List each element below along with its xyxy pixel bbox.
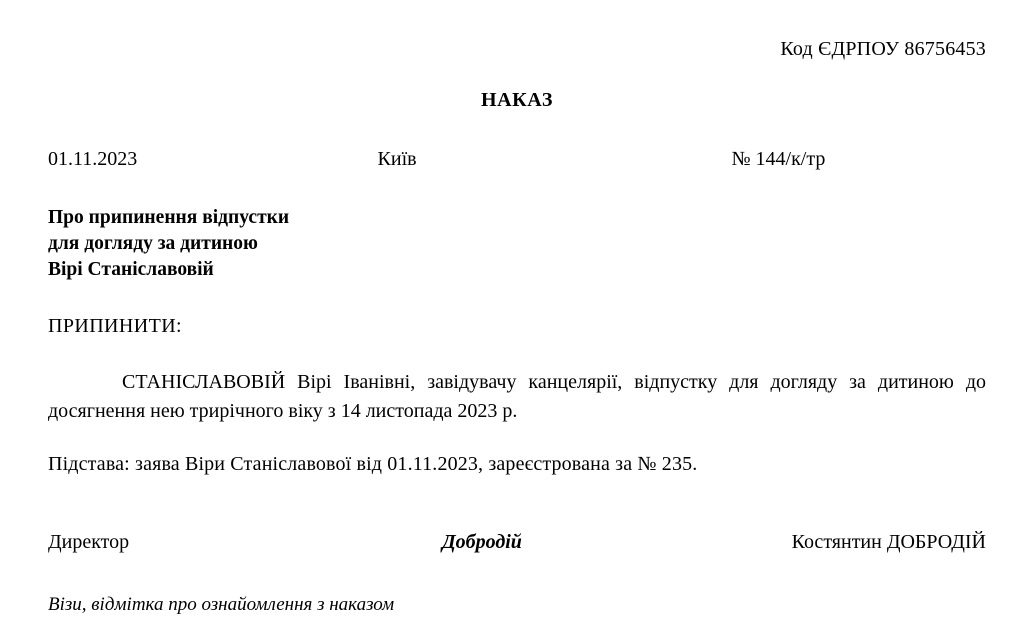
subject-line-1: Про припинення відпустки <box>48 207 290 228</box>
order-directive: ПРИПИНИТИ: <box>48 314 182 337</box>
signer-position: Директор <box>48 530 130 553</box>
signature-block <box>48 531 986 554</box>
document-number: № 144/к/тр <box>731 148 826 170</box>
order-basis-paragraph: Підстава: заява Віри Станіславової від 01.11.2023, зареєстрована за № 235. <box>48 452 698 475</box>
document-subject <box>48 205 986 283</box>
signer-name: Костянтин ДОБРОДІЙ <box>791 530 986 553</box>
subject-line-2: для догляду за дитиною <box>48 232 258 254</box>
order-body-paragraph: СТАНІСЛАВОВІЙ Вірі Іванівні, завідувачу канцелярії, відпустку для догляду за дитиною до досягнення нею трирічного віку з 14 листопада 2023 р. <box>48 370 986 422</box>
subject-line-3: Вірі Станіславовій <box>48 258 214 280</box>
document-title: НАКАЗ <box>480 89 553 111</box>
footer-note: Візи, відмітка про ознайомлення з наказом <box>48 593 395 615</box>
document-city: Київ <box>377 148 417 170</box>
handwritten-signature: Добродій <box>441 530 522 553</box>
document-date: 01.11.2023 <box>48 148 138 170</box>
document-meta-row <box>48 148 986 171</box>
edrpou-code: Код ЄДРПОУ 86756453 <box>780 38 986 60</box>
